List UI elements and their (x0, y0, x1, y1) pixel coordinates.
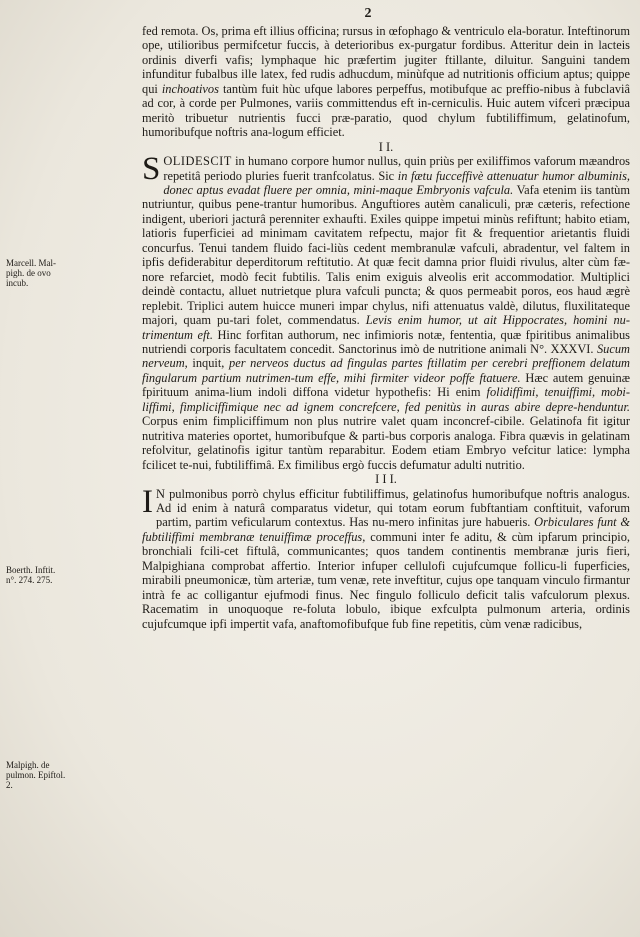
text-column (142, 24, 630, 631)
margin-note-malpighi-ovo (6, 258, 76, 288)
para1-tail: tantùm fuit hùc ufque labores perpeffus, motibufque ac preffio-nibus à fubclaviâ ad cor, à corde per Pulmones, variis committendus eft in-cerniculis. Huic autem vifceri præcipua meritò tribuetur nutrientis fucci præ-paratio, quod chylum fubtiliffimum, gelatinofum, humoribufque noftris ana-logum efficiet. (142, 81, 630, 140)
margin-note-boerhaave (6, 565, 76, 585)
section2-quote-5: folidiffimi, tenuiffimi, mobi-liffimi, fimpliciffimique nec ad ignem concrefcere, fed penitùs in auras abire depre-henduntur. (142, 385, 630, 414)
section2-text-d: inquit, (192, 356, 225, 371)
section-heading-2: I I. (378, 139, 394, 154)
section2-quote-4: per nerveos ductus ad fingulas partes ftillatim per cerebri preffionem delatum fingularum partium nutrimen-tum effe, mihi firmiter videor poffe ftatuere. (142, 356, 630, 385)
section3-text-b: communi inter fe aditu, & cùm ipfarum principio, bronchiali fcili-cet fiftulâ, communicantes; quos tandem continentis membranæ juris fieri, Malpighiana comprobat affertio. Interior infuper cellulofi cujufcumque follicu-li fuperficies, mirabili pneumonicæ, tùm arteriæ, tum venæ, rete inveftitur, cujus ope tanquam vinculo firmantur intrà fe ac colligantur ejufmodi finus. Nec fingulo folliculo deficit talis vafculorum plexus. Racematim in unoquoque re-foluta lobulo, ibique exfculpta pulmonum arteria, ordinis cujufcumque ipfi impertit vafa, anaftomofibufque fub fine repetitis, cùm venæ radicibus, (142, 529, 631, 631)
section3-text-a: N pulmonibus porrò chylus efficitur fubtiliffimus, gelatinofus humoribufque noftris analogus. Ad id enim à naturâ comparatus videtur, qui totam eorum fubftantiam conftituit, vaforum partim, partim veficularum contextus. Has nu-mero infinitas jure habueris. (156, 486, 630, 530)
paragraph-1 (142, 24, 630, 140)
margin-note-malpighi-pulmon (6, 760, 76, 790)
section2-quote-1: in fætu fucceffivè attenuatur humor albuminis, donec aptus evadat fluere per omnia, mini-maque Embryonis vafcula. (163, 168, 630, 197)
drop-cap-i: I (142, 483, 153, 520)
margin-note-line: pulmon. Epiftol. (6, 770, 66, 780)
margin-note-line: pigh. de ovo (6, 268, 51, 278)
drop-cap-s: S (142, 151, 161, 188)
para1-emphasis: inchoativos (161, 81, 219, 96)
margin-note-line: Boerth. Inftit. (6, 565, 56, 575)
para1-text: fed remota. Os, prima eft illius officina; rursus in œfophago & ventriculo ela-boratur. Inteftinorum ope, utilioribus permifcetur fuccis, à deterioribus ex-purgatur fordibus. Atteritur dein in lacteis ordinis diverfi vafis; lymphaque hic præfertim jugiter ftillante, diluitur. Sanguini tandem infunditur fubalbus ille latex, fed rudis adhucdum, minùfque ad nutritionis officium aptus; quippe qui (142, 24, 630, 96)
margin-note-line: Marcell. Mal- (6, 258, 56, 268)
margin-note-line: incub. (6, 278, 29, 288)
section2-quote-3: Sucum nerveum, (142, 341, 630, 371)
section-heading-3: I I I. (375, 472, 397, 487)
paragraph-2 (142, 151, 630, 472)
paragraph-3 (142, 483, 631, 632)
section2-quote-2: Levis enim humor, ut ait Hippocrates, homini nu-trimentum eft. (142, 313, 630, 342)
section2-text-e: Hæc autem genuinæ fpirituum anima-lium indoli diffona videtur hypothefis: Hi enim (142, 370, 630, 400)
section2-text-b: Vafa etenim iis tantùm nutriuntur, quibus pene-trantur humoribus. Anguftiores autèm canaliculi, præ cæteris, refectione indigent, uberiori jacturâ perenniter exhaufti. Exiles quippe impetui minùs refiftunt; habito etiam, latioris fuperficiei ad minimam cavitatem refpectu, major fit & frequentior arietantis fluidi concurfus. Tenui tandem fluido faci-liùs cedent membranulæ vafculi, abradentur, vel faltem in ipfis defiderabitur deperditorum reftitutio. At quæ fecit damna prior fluidi rivulus, alter cùm fæ-nore refarciet, modò fecit fubtilis. Talis enim exiguis alveolis erit accommodatior. Multiplici deindè contactu, alluet nutrietque plura vafculi puncta; & quos permeabit poros, eos haud ægrè replebit. Triplici autem huicce muneri impar chylus, nifi attenuatus valdè, dilutus, fluxilitateque majori, quam pu-tari folet, commendatus. (142, 182, 630, 328)
section2-text-a: in humano corpore humor nullus, quin priùs per exiliffimos vaforum mæandros repetitâ periodo pluries fuerit tranfcolatus. Sic (163, 154, 630, 183)
section2-text-c: Hinc forfitan authorum, nec infimioris notæ, fententia, quæ fpiritibus animalibus nutriendi corporis facultatem concedit. Sanctorinus imò de nutritione animali N°. XXXVI. (142, 327, 630, 356)
margin-note-line: 2. (6, 780, 13, 790)
page-number: 2 (364, 6, 372, 21)
section2-caps: OLIDESCIT (163, 154, 232, 169)
section2-text-f: Corpus enim fimpliciffimum non plus nutrire valet quam inconcref-cibile. Gelatinofa fit igitur nutritiva materies oportet, humoribufque & parti-bus corporis analoga. Fibra quævis in gelatinam refolvitur, gelatinofis igitur tantùm reparabitur. Eodem etiam Embryo vefcitur latice: lympha fcilicet te-nui, fubtiliffimâ. Ex fimilibus ergò fuccis defumatur adulti nutritio. (142, 414, 630, 472)
section3-quote-1: Orbiculares funt & fubtiliffimi membranæ tenuiffimæ proceffus, (142, 515, 630, 544)
margin-note-line: n°. 274. 275. (6, 575, 53, 585)
margin-note-line: Malpigh. de (6, 760, 50, 770)
